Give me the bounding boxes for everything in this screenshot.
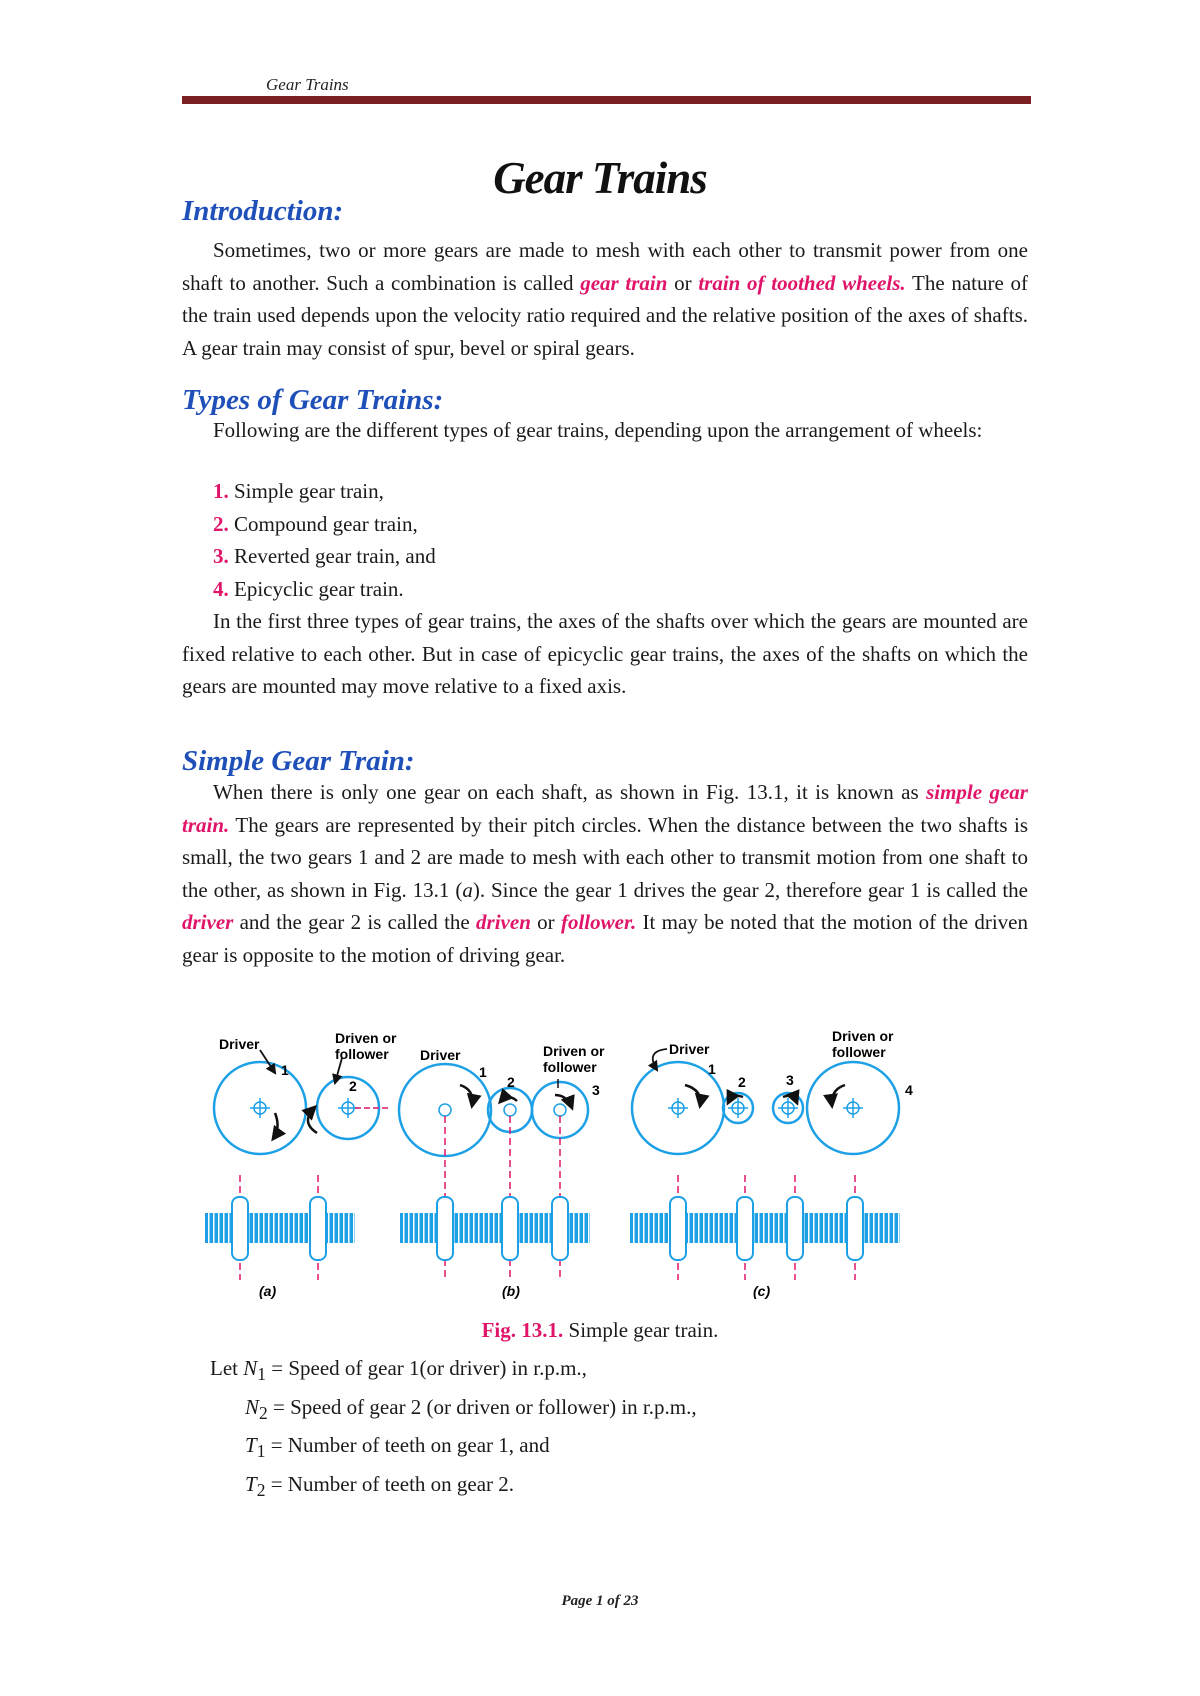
shaft-elevation [310, 1197, 326, 1260]
gear-number: 3 [592, 1082, 600, 1098]
types-lead: Following are the different types of gear trains, depending upon the arrangement of wheels: [213, 418, 983, 442]
intro-heading: Introduction: [182, 195, 344, 227]
panel-label: (a) [259, 1283, 277, 1299]
gear-number: 2 [507, 1074, 515, 1090]
shaft-elevation [552, 1197, 568, 1260]
gear-number: 1 [708, 1061, 716, 1077]
figure-caption: Fig. 13.1. Simple gear train. [481, 1318, 719, 1342]
shaft-elevation [737, 1197, 753, 1260]
intro-paragraph: Sometimes, two or more gears are made to mesh with each other to transmit power from one shaft to another. Such a combination is called gear train or train of toothed wheels. The nature of the train used depends upon the velocity ratio required and the relative position of the axes of shafts. A gear train may consist of spur, bevel or spiral gears. [182, 238, 1029, 360]
driver-label: Driver [420, 1047, 461, 1063]
gear-number: 4 [905, 1082, 913, 1098]
figure-panel-c [630, 1028, 913, 1299]
header-rule [182, 96, 1031, 104]
list-item: 4. Epicyclic gear train. [213, 576, 404, 601]
rotation-arrow-icon [500, 1097, 517, 1102]
panel-label: (c) [753, 1283, 771, 1299]
symbol-definitions [210, 1352, 697, 1507]
figure-panel-b [399, 1043, 605, 1299]
types-list [213, 475, 436, 605]
rotation-arrow-icon [308, 1107, 317, 1133]
driver-label: Driver [669, 1041, 710, 1057]
simple-heading: Simple Gear Train: [182, 745, 415, 777]
shaft-elevation [502, 1197, 518, 1260]
term-gear-train: gear train [580, 270, 668, 295]
list-item: 2. Compound gear train, [213, 511, 418, 536]
driven-label: Driven or [543, 1043, 605, 1059]
gear-number: 1 [281, 1062, 289, 1078]
gear-number: 1 [479, 1064, 487, 1080]
follower-label: follower [543, 1059, 597, 1075]
term-train-of-toothed-wheels: train of toothed wheels. [698, 270, 906, 295]
gear-number: 2 [349, 1078, 357, 1094]
types-note: In the first three types of gear trains, the axes of the shafts over which the gears are mounted are fixed relative to each other. But in case of epicyclic gear trains, the axes of the shafts on which the gears are mounted may move relative to a fixed axis. [182, 609, 1028, 698]
list-item: 3. Reverted gear train, and [213, 544, 436, 568]
driven-label: Driven or [335, 1030, 397, 1046]
shaft-elevation [847, 1197, 863, 1260]
follower-label: follower [832, 1044, 886, 1060]
definition-line: $T_1$ = Number of teeth on gear 1, and [245, 1433, 550, 1462]
shaft-elevation [437, 1197, 453, 1260]
term-driven: driven [476, 910, 531, 934]
term-driver: driver [182, 910, 234, 934]
shaft-elevation [232, 1197, 248, 1260]
gear-number: 2 [738, 1074, 746, 1090]
driven-label: Driven or [832, 1028, 894, 1044]
follower-label: follower [335, 1046, 389, 1062]
shaft-center-mark [250, 1098, 358, 1118]
definition-line: Let $N_1$ = Speed of gear 1(or driver) in r.p.m., [210, 1356, 587, 1385]
rotation-arrow-icon [832, 1085, 845, 1106]
rotation-arrow-icon [273, 1113, 278, 1139]
page-number: Page 1 of 23 [561, 1593, 639, 1609]
running-header-title: Gear Trains [266, 75, 349, 94]
gear-number: 3 [786, 1072, 794, 1088]
page-title: Gear Trains [493, 153, 707, 203]
simple-paragraph: When there is only one gear on each shaft, as shown in Fig. 13.1, it is known as simple gear train. The gears are represented by their pitch circles. When the distance between the two shafts is small, the two gears 1 and 2 are made to mesh with each other to transmit motion from one shaft to the other, as shown in Fig. 13.1 (a). Since the gear 1 drives the gear 2, therefore gear 1 is called the driver and the gear 2 is called the driven or follower. It may be noted that the motion of the driven gear is opposite to the motion of driving gear. [182, 780, 1029, 967]
figure-simple-gear-train [205, 1005, 1005, 1315]
shaft-elevation [670, 1197, 686, 1260]
term-follower: follower. [560, 910, 637, 934]
panel-label: (b) [502, 1283, 520, 1299]
definition-line: $N_2$ = Speed of gear 2 (or driven or follower) in r.p.m., [245, 1394, 697, 1423]
shaft-elevation [787, 1197, 803, 1260]
definition-line: $T_2$ = Number of teeth on gear 2. [245, 1472, 515, 1501]
driver-label: Driver [219, 1036, 260, 1052]
types-heading: Types of Gear Trains: [182, 384, 444, 416]
figure-panel-a [205, 1030, 397, 1299]
rotation-arrow-icon [685, 1085, 700, 1106]
rotation-arrow-icon [460, 1085, 473, 1106]
term-simple-gear-train: simple gear train. [182, 780, 1028, 837]
list-item: 1. Simple gear train, [213, 479, 384, 503]
gear-elevation [205, 1213, 355, 1243]
gear-2-circle [488, 1088, 532, 1132]
